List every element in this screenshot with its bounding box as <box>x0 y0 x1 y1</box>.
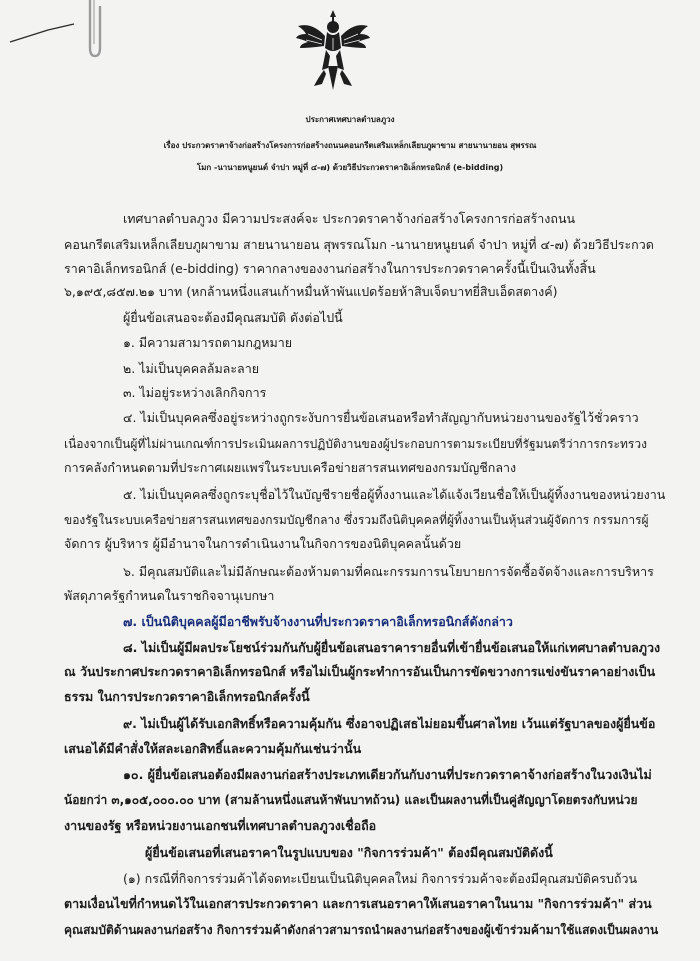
list-item: ๖. มีคุณสมบัติและไม่มีลักษณะต้องห้ามตามที่คณะกรรมการนโยบายการจัดซื้อจัดจ้างและการบริหาร <box>123 564 654 579</box>
body-line: เทศบาลตำบลภูวง มีความประสงค์จะ ประกวดราคาจ้างก่อสร้างโครงการก่อสร้างถนน <box>123 211 576 226</box>
garuda-emblem-icon <box>294 8 372 92</box>
list-item: (๑) กรณีที่กิจการร่วมค้าได้จดทะเบียนเป็นนิติบุคคลใหม่ กิจการร่วมค้าจะต้องมีคุณสมบัติครบถ้วน <box>123 871 638 886</box>
list-item-continued: ณ วันประกาศประกวดราคาอิเล็กทรอนิกส์ หรือไม่เป็นผู้กระทำการอันเป็นการขัดขวางการแข่งขันราคาอย่างเป็น <box>64 664 656 679</box>
list-item: ๑. มีความสามารถตามกฎหมาย <box>123 335 293 350</box>
announcement-title: ประกาศเทศบาลตำบลภูวง <box>305 115 395 124</box>
body-line: ๖,๑๙๕,๘๕๗.๒๑ บาท (หกล้านหนึ่งแสนเก้าหมื่นห้าพันแปดร้อยห้าสิบเจ็ดบาทยี่สิบเอ็ดสตางค์) <box>64 284 558 299</box>
list-item: ๔. ไม่เป็นบุคคลซึ่งอยู่ระหว่างถูกระงับการยื่นข้อเสนอหรือทำสัญญากับหน่วยงานของรัฐไว้ชั่วคราว <box>123 410 639 425</box>
list-item-continued: ธรรม ในการประกวดราคาอิเล็กทรอนิกส์ครั้งนี้ <box>64 689 310 704</box>
list-item-continued: เสนอได้มีคำสั่งให้สละเอกสิทธิ์และความคุ้มกันเช่นว่านั้น <box>64 741 362 756</box>
list-item-continued: ของรัฐในระบบเครือข่ายสารสนเทศของกรมบัญชีกลาง ซึ่งรวมถึงนิติบุคคลที่ผู้ทิ้งงานเป็นหุ้นส่วนผู้จัดการ กรรมการผู้ <box>64 513 649 527</box>
list-item: ๑๐. ผู้ยื่นข้อเสนอต้องมีผลงานก่อสร้างประเภทเดียวกันกับงานที่ประกวดราคาจ้างก่อสร้างในวงเงินไม่ <box>123 767 652 782</box>
list-item: ๗. เป็นนิติบุคคลผู้มีอาชีพรับจ้างงานที่ประกวดราคาอิเล็กทรอนิกส์ดังกล่าว <box>123 614 513 629</box>
pen-mark-icon <box>8 22 78 46</box>
list-item-continued: จัดการ ผู้บริหาร ผู้มีอำนาจในการดำเนินงานในกิจการของนิติบุคคลนั้นด้วย <box>64 536 462 551</box>
list-item: ๒. ไม่เป็นบุคคลล้มละลาย <box>123 361 260 376</box>
list-item-continued: การคลังกำหนดตามที่ประกาศเผยแพร่ในระบบเครือข่ายสารสนเทศของกรมบัญชีกลาง <box>64 460 517 475</box>
list-item-continued: พัสดุภาครัฐกำหนดในราชกิจจานุเบกษา <box>64 588 275 603</box>
paper-clip-icon <box>84 0 104 60</box>
qualification-heading: ผู้ยื่นข้อเสนอจะต้องมีคุณสมบัติ ดังต่อไปนี้ <box>123 310 343 325</box>
body-line: คอนกรีตเสริมเหล็กเลียบภูผาขาม สายนานายอน สุพรรณโมก -นานายหนูยนต์ จำปา หมู่ที่ ๔-๗) ด้วยวิธีประกวด <box>64 237 654 252</box>
list-item: ๓. ไม่อยู่ระหว่างเลิกกิจการ <box>123 385 267 400</box>
list-item-continued: น้อยกว่า ๓,๑๐๕,๐๐๐.๐๐ บาท (สามล้านหนึ่งแสนห้าพันบาทถ้วน) และเป็นผลงานที่เป็นคู่สัญญาโดยตรงกับหน่วย <box>64 793 638 807</box>
list-item-continued: เนื่องจากเป็นผู้ที่ไม่ผ่านเกณฑ์การประเมินผลการปฏิบัติงานของผู้ประกอบการตามระเบียบที่รัฐมนตรีว่าการกระทรวง <box>64 437 647 451</box>
list-item: ๕. ไม่เป็นบุคคลซึ่งถูกระบุชื่อไว้ในบัญชีรายชื่อผู้ทิ้งงานและได้แจ้งเวียนชื่อให้เป็นผู้ทิ้งงานของหน่วยงาน <box>123 487 666 502</box>
subject-line-1: เรื่อง ประกวดราคาจ้างก่อสร้างโครงการก่อสร้างถนนคอนกรีตเสริมเหล็กเลียบภูผาขาม สายนานายอน สุพรรณ <box>163 141 537 150</box>
list-item: ๙. ไม่เป็นผู้ได้รับเอกสิทธิ์หรือความคุ้มกัน ซึ่งอาจปฏิเสธไม่ยอมขึ้นศาลไทย เว้นแต่รัฐบาลของผู้ยื่นข้อ <box>123 716 656 731</box>
list-item-continued: ตามเงื่อนไขที่กำหนดไว้ในเอกสารประกวดราคา และการเสนอราคาให้เสนอราคาในนาม "กิจการร่วมค้า" ส่วน <box>64 896 652 911</box>
subject-line-2: โมก -นานายหนูยนต์ จำปา หมู่ที่ ๔-๗) ด้วยวิธีประกวดราคาอิเล็กทรอนิกส์ (e-bidding) <box>196 163 504 172</box>
body-line: ราคาอิเล็กทรอนิกส์ (e-bidding) ราคากลางของงานก่อสร้างในการประกวดราคาครั้งนี้เป็นเงินทั้งสิ้น <box>64 261 596 276</box>
joint-venture-heading: ผู้ยื่นข้อเสนอที่เสนอราคาในรูปแบบของ "กิจการร่วมค้า" ต้องมีคุณสมบัติดังนี้ <box>145 845 553 860</box>
list-item-continued: งานของรัฐ หรือหน่วยงานเอกชนที่เทศบาลตำบลภูวงเชื่อถือ <box>64 818 377 833</box>
list-item-continued: คุณสมบัติด้านผลงานก่อสร้าง กิจการร่วมค้าดังกล่าวสามารถนำผลงานก่อสร้างของผู้เข้าร่วมค้ามาใช้แสดงเป็นผลงาน <box>64 923 659 937</box>
list-item: ๘. ไม่เป็นผู้มีผลประโยชน์ร่วมกันกับผู้ยื่นข้อเสนอราคารายอื่นที่เข้ายื่นข้อเสนอให้แก่เทศบาลตำบลภูวง <box>123 640 661 655</box>
